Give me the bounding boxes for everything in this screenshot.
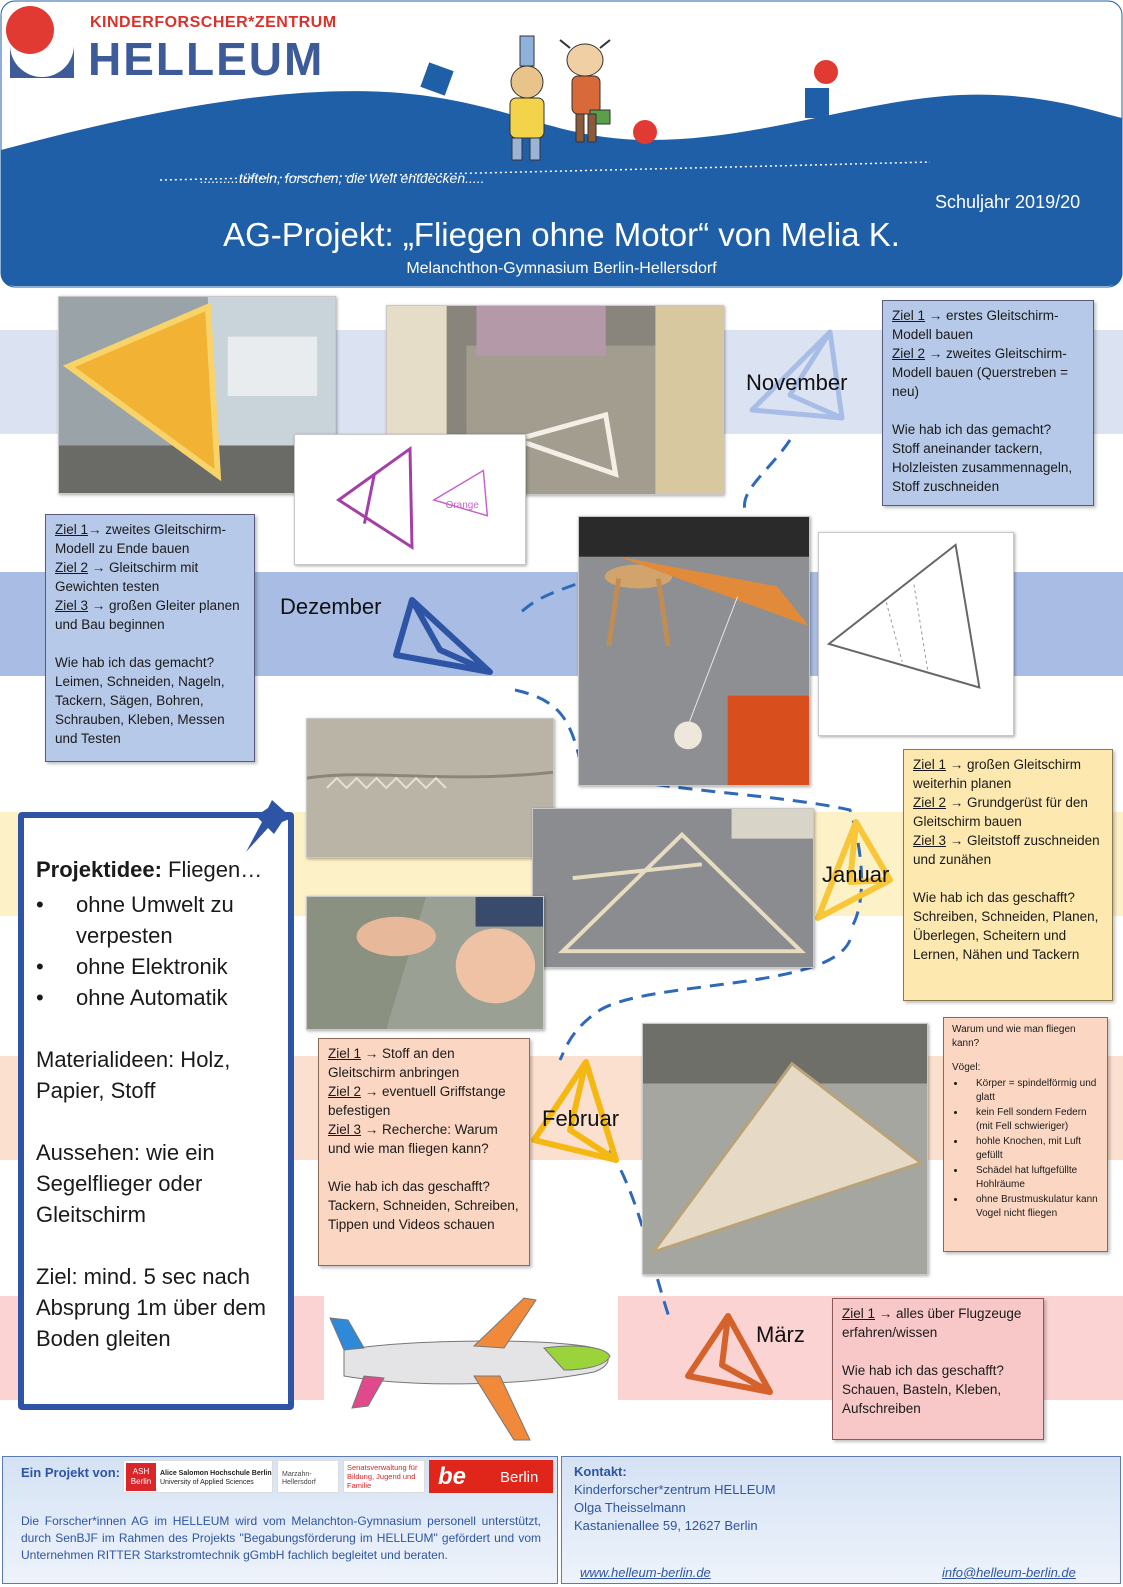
photo-sewing-stitches [306, 718, 554, 858]
photo-glider-on-floor [642, 1023, 928, 1275]
paper-plane-dezember-icon [396, 600, 490, 672]
idea-materials: Materialideen: Holz, Papier, Stoff [36, 1047, 231, 1103]
page-subtitle: Melanchthon-Gymnasium Berlin-Hellersdorf [406, 260, 717, 277]
footer-partners [2, 1456, 558, 1584]
logo-marzahn-hellersdorf: Marzahn-Hellersdorf [277, 1460, 339, 1493]
box-dezember: Ziel 1→ zweites Gleitschirm-Modell zu Ende bauen Ziel 2 → Gleitschirm mit Gewichten testen Ziel 3 → großen Gleiter planen und Bau beginnen Wie hab ich das gemacht? Leimen, Schneiden, Nageln, Tackern, Sägen, Bohren, Schrauben, Kleben, Messen und Testen [45, 514, 255, 762]
birds-item: • kein Fell sondern Federn (mit Fell schwieriger) [966, 1106, 1099, 1134]
idea-bullet: • ohne Automatik [36, 982, 278, 1013]
project-idea-box [18, 812, 294, 1410]
birds-title: Warum und wie man fliegen kann? [952, 1024, 1076, 1049]
sketch-label: Orange [445, 499, 479, 511]
month-februar: Februar [542, 1106, 620, 1131]
box-birds-research [943, 1017, 1108, 1252]
footer-description: Die Forscher*innen AG im HELLEUM wird vom Melanchton-Gymnasium personell unterstützt, durch SenBJF im Rahmen des Projekts "Begabungsförderung im HELLEUM" gefördert und vom Unternehmen RITTER Starkstromtechnik gGmbH fachlich begleitet und beraten. [21, 1514, 541, 1562]
idea-bullet: • ohne Elektronik [36, 951, 278, 982]
org-name: HELLEUM [88, 33, 325, 85]
month-november: November [746, 370, 848, 395]
idea-heading: Projektidee: [36, 857, 162, 882]
pushpin-icon [238, 796, 296, 858]
contact-heading: Kontakt: [574, 1464, 627, 1479]
email-link[interactable]: info@helleum-berlin.de [942, 1565, 1076, 1580]
contact-line: Olga Theisselmann [574, 1500, 686, 1515]
idea-look: Aussehen: wie ein Segelflieger oder Gleitschirm [36, 1140, 215, 1227]
photo-frame-on-floor [532, 808, 814, 968]
org-subtitle: KINDERFORSCHER*ZENTRUM [90, 14, 337, 31]
page-title: AG-Projekt: „Fliegen ohne Motor“ von Melia K. [223, 216, 900, 253]
website-link[interactable]: www.helleum-berlin.de [580, 1565, 711, 1580]
logo-ash: ASH Berlin Alice Salomon Hochschule Berlin University of Applied Sciences [123, 1460, 273, 1493]
birds-subtitle: Vögel: [952, 1062, 981, 1073]
idea-goal: Ziel: mind. 5 sec nach Absprung 1m über dem Boden gleiten [36, 1264, 266, 1351]
sketch-triangles [294, 434, 526, 565]
slogan: ..........tüfteln, forschen, die Welt entdecken..... [200, 170, 485, 186]
photo-hands-fabric [306, 896, 544, 1030]
birds-item: • Körper = spindelförmig und glatt [966, 1077, 1099, 1105]
photo-testing-weights [578, 516, 810, 786]
logo-be-berlin: be Berlin [429, 1460, 553, 1493]
birds-item: • hohle Knochen, mit Luft gefüllt [966, 1135, 1099, 1163]
contact-line: Kinderforscher*zentrum HELLEUM [574, 1482, 776, 1497]
month-maerz: März [756, 1322, 805, 1347]
school-year: Schuljahr 2019/20 [935, 192, 1081, 212]
box-januar: Ziel 1 → großen Gleitschirm weiterhin planen Ziel 2 → Grundgerüst für den Gleitschirm bauen Ziel 3 → Gleitstoff zuschneiden und zunähen Wie hab ich das geschafft? Schreiben, Schneiden, Planen, Überlegen, Scheitern und Lernen, Nähen und Tackern [903, 749, 1113, 1001]
month-januar: Januar [822, 862, 890, 887]
box-maerz: Ziel 1 → alles über Flugzeuge erfahren/wissen Wie hab ich das geschafft? Schauen, Basteln, Kleben, Aufschreiben [832, 1298, 1044, 1440]
month-dezember: Dezember [280, 594, 382, 619]
idea-bullet: • ohne Umwelt zu verpesten [36, 889, 278, 951]
idea-heading-rest: Fliegen… [161, 857, 263, 882]
sketch-glider-plan [818, 532, 1014, 736]
drawing-airplane [324, 1290, 618, 1458]
logo-senbjf: Senatsverwaltung für Bildung, Jugend und Familie [343, 1460, 425, 1493]
contact-line: Kastanienallee 59, 12627 Berlin [574, 1518, 758, 1533]
footer-label: Ein Projekt von: [21, 1465, 120, 1480]
birds-item: • ohne Brustmuskulatur kann Vogel nicht fliegen [966, 1193, 1099, 1221]
birds-item: • Schädel hat luftgefüllte Hohlräume [966, 1164, 1099, 1192]
box-november: Ziel 1 → erstes Gleitschirm-Modell bauen Ziel 2 → zweites Gleitschirm-Modell bauen (Querstreben = neu) Wie hab ich das gemacht? Stoff aneinander tackern, Holzleisten zusammennageln, Stoff zuschneiden [882, 300, 1094, 506]
box-februar: Ziel 1 → Stoff an den Gleitschirm anbringen Ziel 2 → eventuell Griffstange befestigen Ziel 3 → Recherche: Warum und wie man fliegen kann? Wie hab ich das geschafft? Tackern, Schneiden, Schreiben, Tippen und Videos schauen [318, 1038, 530, 1266]
